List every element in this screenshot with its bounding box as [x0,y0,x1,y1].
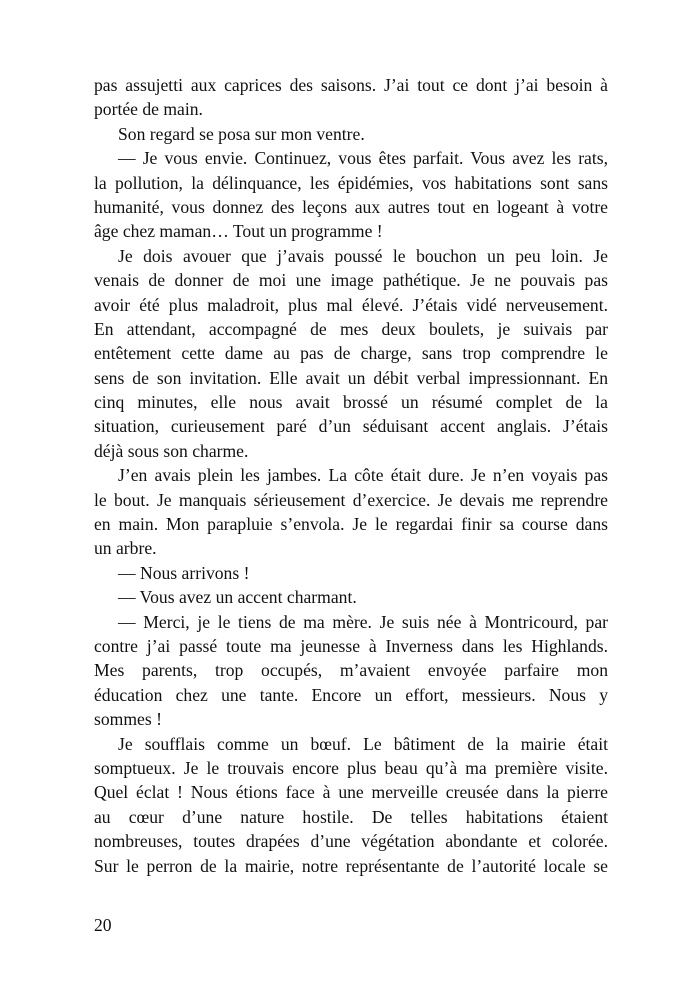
text-line: déjà sous son charme. [94,440,249,461]
text-line: — Merci, je le tiens de ma mère. Je suis née à Montricourd, par [118,611,608,632]
text-line: — Vous avez un accent charmant. [118,587,357,608]
text-line: venais de donner de moi une image pathétique. Je ne pouvais pas [94,270,608,291]
text-line: âge chez maman… Tout un programme ! [94,221,383,242]
text-line: humanité, vous donnez des leçons aux autres tout en logeant à votre [94,196,608,217]
text-line: Son regard se posa sur mon ventre. [118,123,365,144]
text-line: contre j’ai passé toute ma jeunesse à Inverness dans les Highlands. [94,635,608,656]
text-line: un arbre. [94,538,157,559]
page-number: 20 [94,915,112,935]
text-line: le bout. Je manquais sérieusement d’exercice. Je devais me reprendre [94,489,608,510]
text-line: Je dois avouer que j’avais poussé le bouchon un peu loin. Je [118,245,608,266]
text-line: — Nous arrivons ! [118,562,250,583]
text-line: Sur le perron de la mairie, notre représentante de l’autorité locale se [94,855,608,876]
text-line: cinq minutes, elle nous avait brossé un résumé complet de la [94,392,608,413]
text-line: sens de son invitation. Elle avait un débit verbal impressionnant. En [94,367,608,388]
text-line: au cœur d’une nature hostile. De telles habitations étaient [94,806,608,827]
text-line: — Je vous envie. Continuez, vous êtes parfait. Vous avez les rats, [118,148,608,169]
page-body [94,73,608,878]
text-line: sommes ! [94,709,162,730]
text-line: entêtement cette dame au pas de charge, sans trop comprendre le [94,343,608,364]
text-line: En attendant, accompagné de mes deux boulets, je suivais par [94,318,608,339]
text-line: portée de main. [94,99,203,120]
text-line: avoir été plus maladroit, plus mal élevé. J’étais vidé nerveusement. [94,294,608,315]
text-line: la pollution, la délinquance, les épidémies, vos habitations sont sans [94,172,608,193]
text-line: pas assujetti aux caprices des saisons. J’ai tout ce dont j’ai besoin à [94,75,608,95]
text-line: Je soufflais comme un bœuf. Le bâtiment de la mairie était [118,733,608,754]
text-line: J’en avais plein les jambes. La côte était dure. Je n’en voyais pas [118,465,608,486]
text-line: en main. Mon parapluie s’envola. Je le regardai finir sa course dans [94,514,608,535]
text-line: situation, curieusement paré d’un séduisant accent anglais. J’étais [94,416,608,437]
text-line: somptueux. Je le trouvais encore plus beau qu’à ma première visite. [94,757,608,778]
text-line: nombreuses, toutes drapées d’une végétation abondante et colorée. [94,831,608,852]
text-line: éducation chez une tante. Encore un effort, messieurs. Nous y [94,684,608,705]
text-line: Mes parents, trop occupés, m’avaient envoyée parfaire mon [94,660,608,681]
text-line: Quel éclat ! Nous étions face à une merveille creusée dans la pierre [94,782,608,803]
